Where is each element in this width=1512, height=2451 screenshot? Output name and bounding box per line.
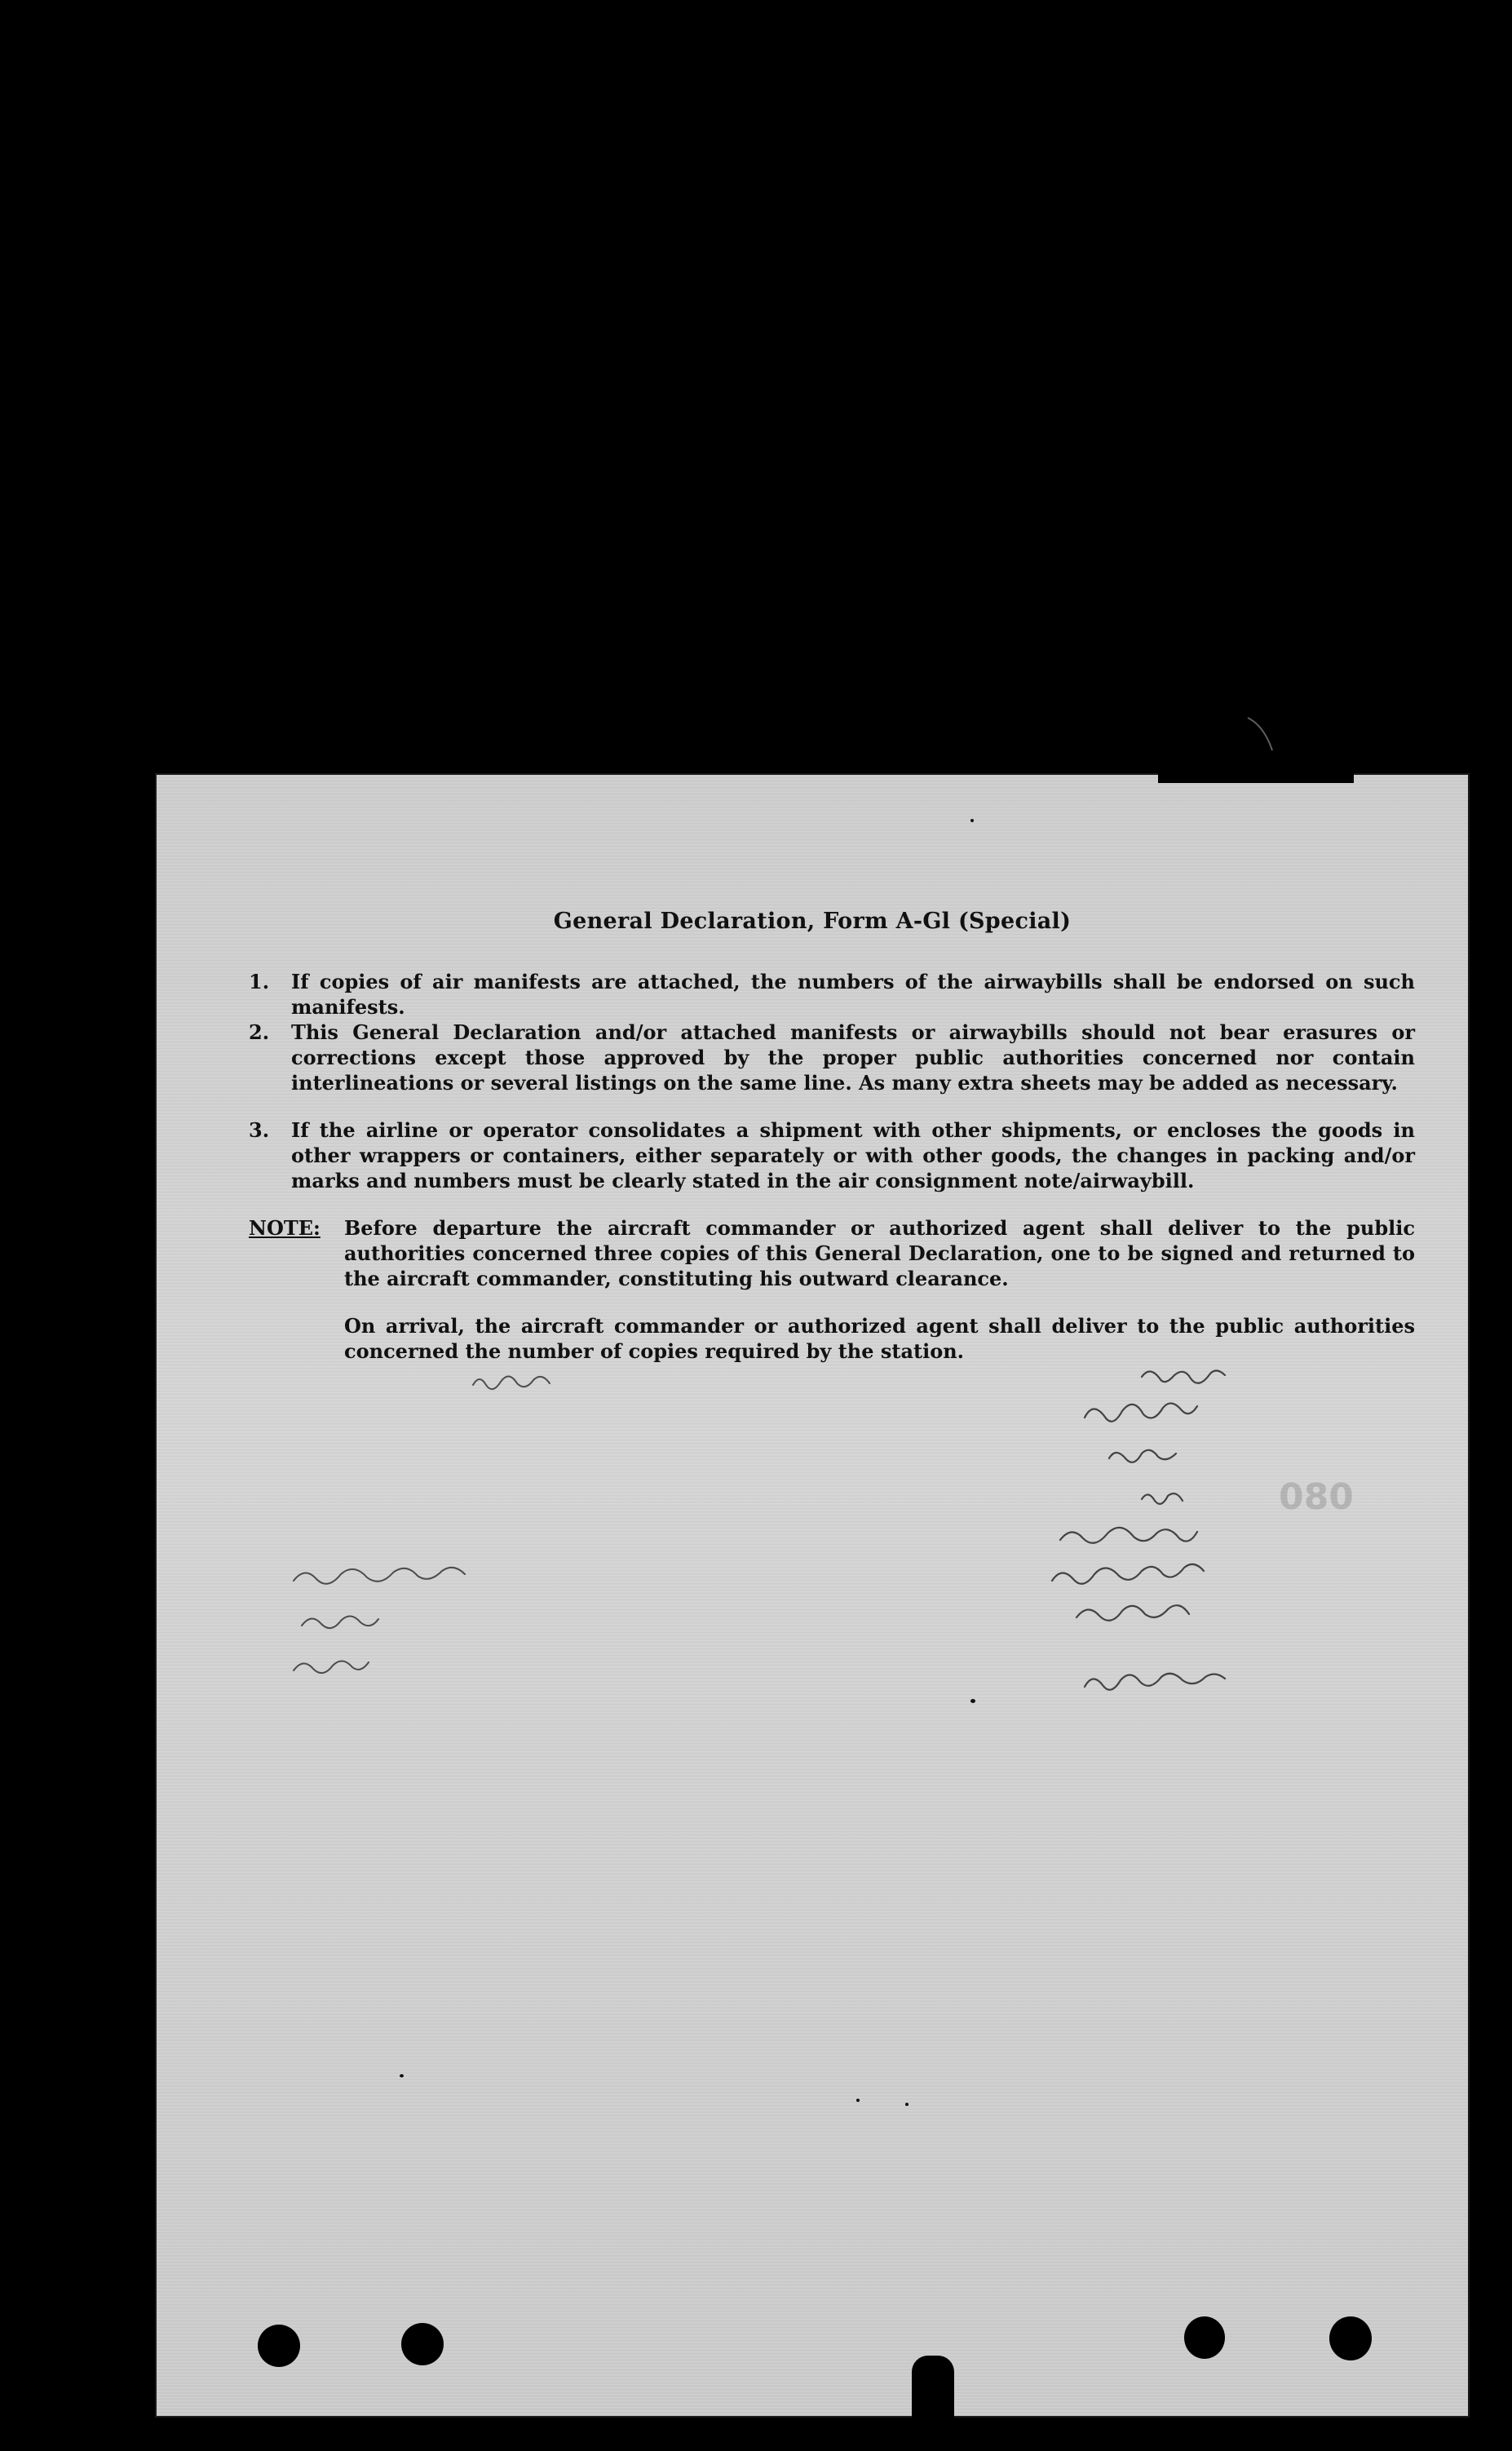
item-text: This General Declaration and/or attached manifests or airwaybills should not bear erasures or corrections except those approved by the proper public authorities concerned nor contain interlineations or several listings on the same line. As many extra sheets may be added as necessary. — [291, 1020, 1415, 1095]
document-sheet — [155, 773, 1470, 2418]
speck — [970, 819, 974, 822]
list-item — [249, 969, 1415, 1020]
punch-hole — [1184, 2316, 1225, 2359]
item-number: 3. — [249, 1118, 270, 1142]
speck — [970, 1699, 975, 1703]
item-number: 2. — [249, 1020, 270, 1044]
note-paragraph: On arrival, the aircraft commander or authorized agent shall deliver to the public authorities concerned the number of copies required by the station. — [344, 1314, 1415, 1363]
punch-hole — [1329, 2316, 1372, 2360]
punch-hole — [258, 2325, 300, 2367]
note-paragraph: Before departure the aircraft commander or authorized agent shall deliver to the public authorities concerned three copies of this General Declaration, one to be signed and returned to the aircraft commander, constituting his outward clearance. — [344, 1216, 1415, 1290]
list-item — [249, 1020, 1415, 1095]
handwritten-annotations-right — [1036, 1344, 1460, 1736]
bleed-through-mark: 080 — [1279, 1476, 1354, 1518]
speck — [856, 2099, 860, 2102]
item-number: 1. — [249, 970, 270, 993]
item-text: If the airline or operator consolidates a shipment with other shipments, or encloses the goods in other wrappers or containers, either separately or with other goods, the changes in packing and/or marks and numbers must be clearly stated in the air consignment note/airwaybill. — [291, 1118, 1415, 1192]
punch-hole — [401, 2323, 444, 2365]
document-title: General Declaration, Form A-Gl (Special) — [553, 909, 1072, 934]
handwritten-mark-near-note — [465, 1360, 579, 1401]
item-text: If copies of air manifests are attached, the numbers of the airwaybills shall be endorsed on such manifests. — [291, 970, 1415, 1019]
note-label: NOTE: — [249, 1216, 321, 1240]
handwritten-annotations-left — [285, 1556, 579, 1719]
fold-mark — [1158, 701, 1354, 783]
list-item — [249, 1117, 1415, 1193]
torn-edge-mark — [912, 2356, 954, 2418]
speck — [400, 2074, 404, 2077]
speck — [905, 2103, 909, 2106]
